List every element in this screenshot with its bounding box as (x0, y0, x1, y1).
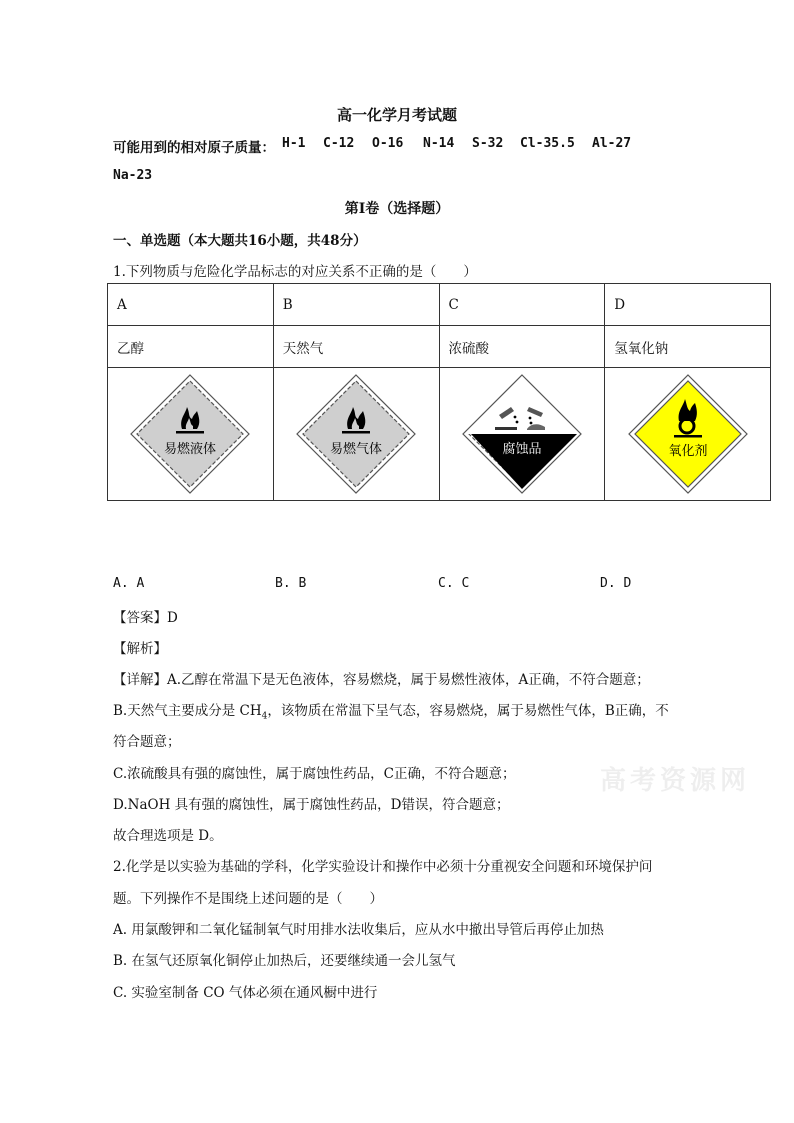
sign-label: 氧化剂 (668, 444, 708, 459)
table-row (108, 284, 771, 326)
q1-option-d: D. D (600, 576, 632, 591)
table-cell (273, 368, 439, 501)
mass-n: N-14 (423, 136, 455, 151)
detail-b-text: B.天然气主要成分是 CH (113, 703, 262, 719)
sign-bg (137, 381, 243, 487)
table-cell: 浓硫酸 (439, 326, 605, 368)
q1-option-c: C. C (438, 576, 470, 591)
q1-detail-c: C.浓硫酸具有强的腐蚀性，属于腐蚀性药品，C正确，不符合题意； (113, 766, 516, 782)
table-cell (108, 368, 274, 501)
oxidizer-sign (625, 371, 751, 497)
flammable-liquid-sign (127, 371, 253, 497)
sign-bg (303, 381, 409, 487)
table-cell: A (108, 284, 274, 326)
detail-b-text-cont: ，该物质在常温下呈气态，容易燃烧，属于易燃性气体，B正确，不 (267, 703, 669, 719)
table-cell: C (439, 284, 605, 326)
mass-h: H-1 (282, 136, 306, 151)
table-cell (439, 368, 605, 501)
mass-na: Na-23 (113, 168, 153, 183)
q1-option-a: A. A (113, 576, 145, 591)
table-cell: 氢氧化钠 (605, 326, 771, 368)
q2-stem-line1: 2.化学是以实验为基础的学科，化学实验设计和操作中必须十分重视安全问题和环境保护问 (113, 859, 653, 875)
mass-o: O-16 (372, 136, 404, 151)
sign-label: 易燃液体 (164, 442, 217, 457)
mass-c: C-12 (323, 136, 355, 151)
subscript: 4 (261, 711, 268, 722)
table-row (108, 326, 771, 368)
section-heading: 一、单选题（本大题共16小题，共48分） (113, 233, 367, 249)
q1-analysis-heading: 【解析】 (113, 641, 167, 657)
table-row (108, 368, 771, 501)
mass-al: Al-27 (592, 136, 632, 151)
sign-label: 腐蚀品 (502, 442, 542, 457)
q1-stem: 1.下列物质与危险化学品标志的对应关系不正确的是（ ） (113, 264, 477, 280)
q2-option-c: C. 实验室制备 CO 气体必须在通风橱中进行 (113, 985, 378, 1001)
table-cell (605, 368, 771, 501)
table-cell: D (605, 284, 771, 326)
q1-detail-d: D.NaOH 具有强的腐蚀性，属于腐蚀性药品，D错误，符合题意； (113, 797, 510, 813)
corrosive-sign (459, 371, 585, 497)
flammable-gas-sign (293, 371, 419, 497)
q1-conclusion: 故合理选项是 D。 (113, 828, 223, 844)
q1-table (107, 283, 771, 501)
table-cell: B (273, 284, 439, 326)
table-cell: 乙醇 (108, 326, 274, 368)
mass-s: S-32 (472, 136, 504, 151)
q2-option-a: A. 用氯酸钾和二氧化锰制氧气时用排水法收集后，应从水中撤出导管后再停止加热 (113, 922, 604, 938)
q1-detail-b (113, 699, 669, 722)
q1-detail-a: 【详解】A.乙醇在常温下是无色液体，容易燃烧，属于易燃性液体，A正确，不符合题意； (113, 672, 650, 688)
q1-detail-b-wrap: 符合题意； (113, 734, 181, 750)
q2-stem-line2: 题。下列操作不是围绕上述问题的是（ ） (113, 891, 383, 907)
volume-title: 第I卷（选择题） (344, 201, 450, 217)
page-title: 高一化学月考试题 (336, 106, 457, 124)
q1-answer: 【答案】D (113, 610, 178, 626)
mass-label: 可能用到的相对原子质量： (113, 140, 275, 156)
watermark: 高考资源网 (600, 766, 751, 796)
sign-label: 易燃气体 (330, 442, 383, 457)
q2-option-b: B. 在氢气还原氧化铜停止加热后，还要继续通一会儿氢气 (113, 953, 456, 969)
table-cell: 天然气 (273, 326, 439, 368)
q1-option-b: B. B (275, 576, 307, 591)
mass-cl: Cl-35.5 (520, 136, 575, 151)
